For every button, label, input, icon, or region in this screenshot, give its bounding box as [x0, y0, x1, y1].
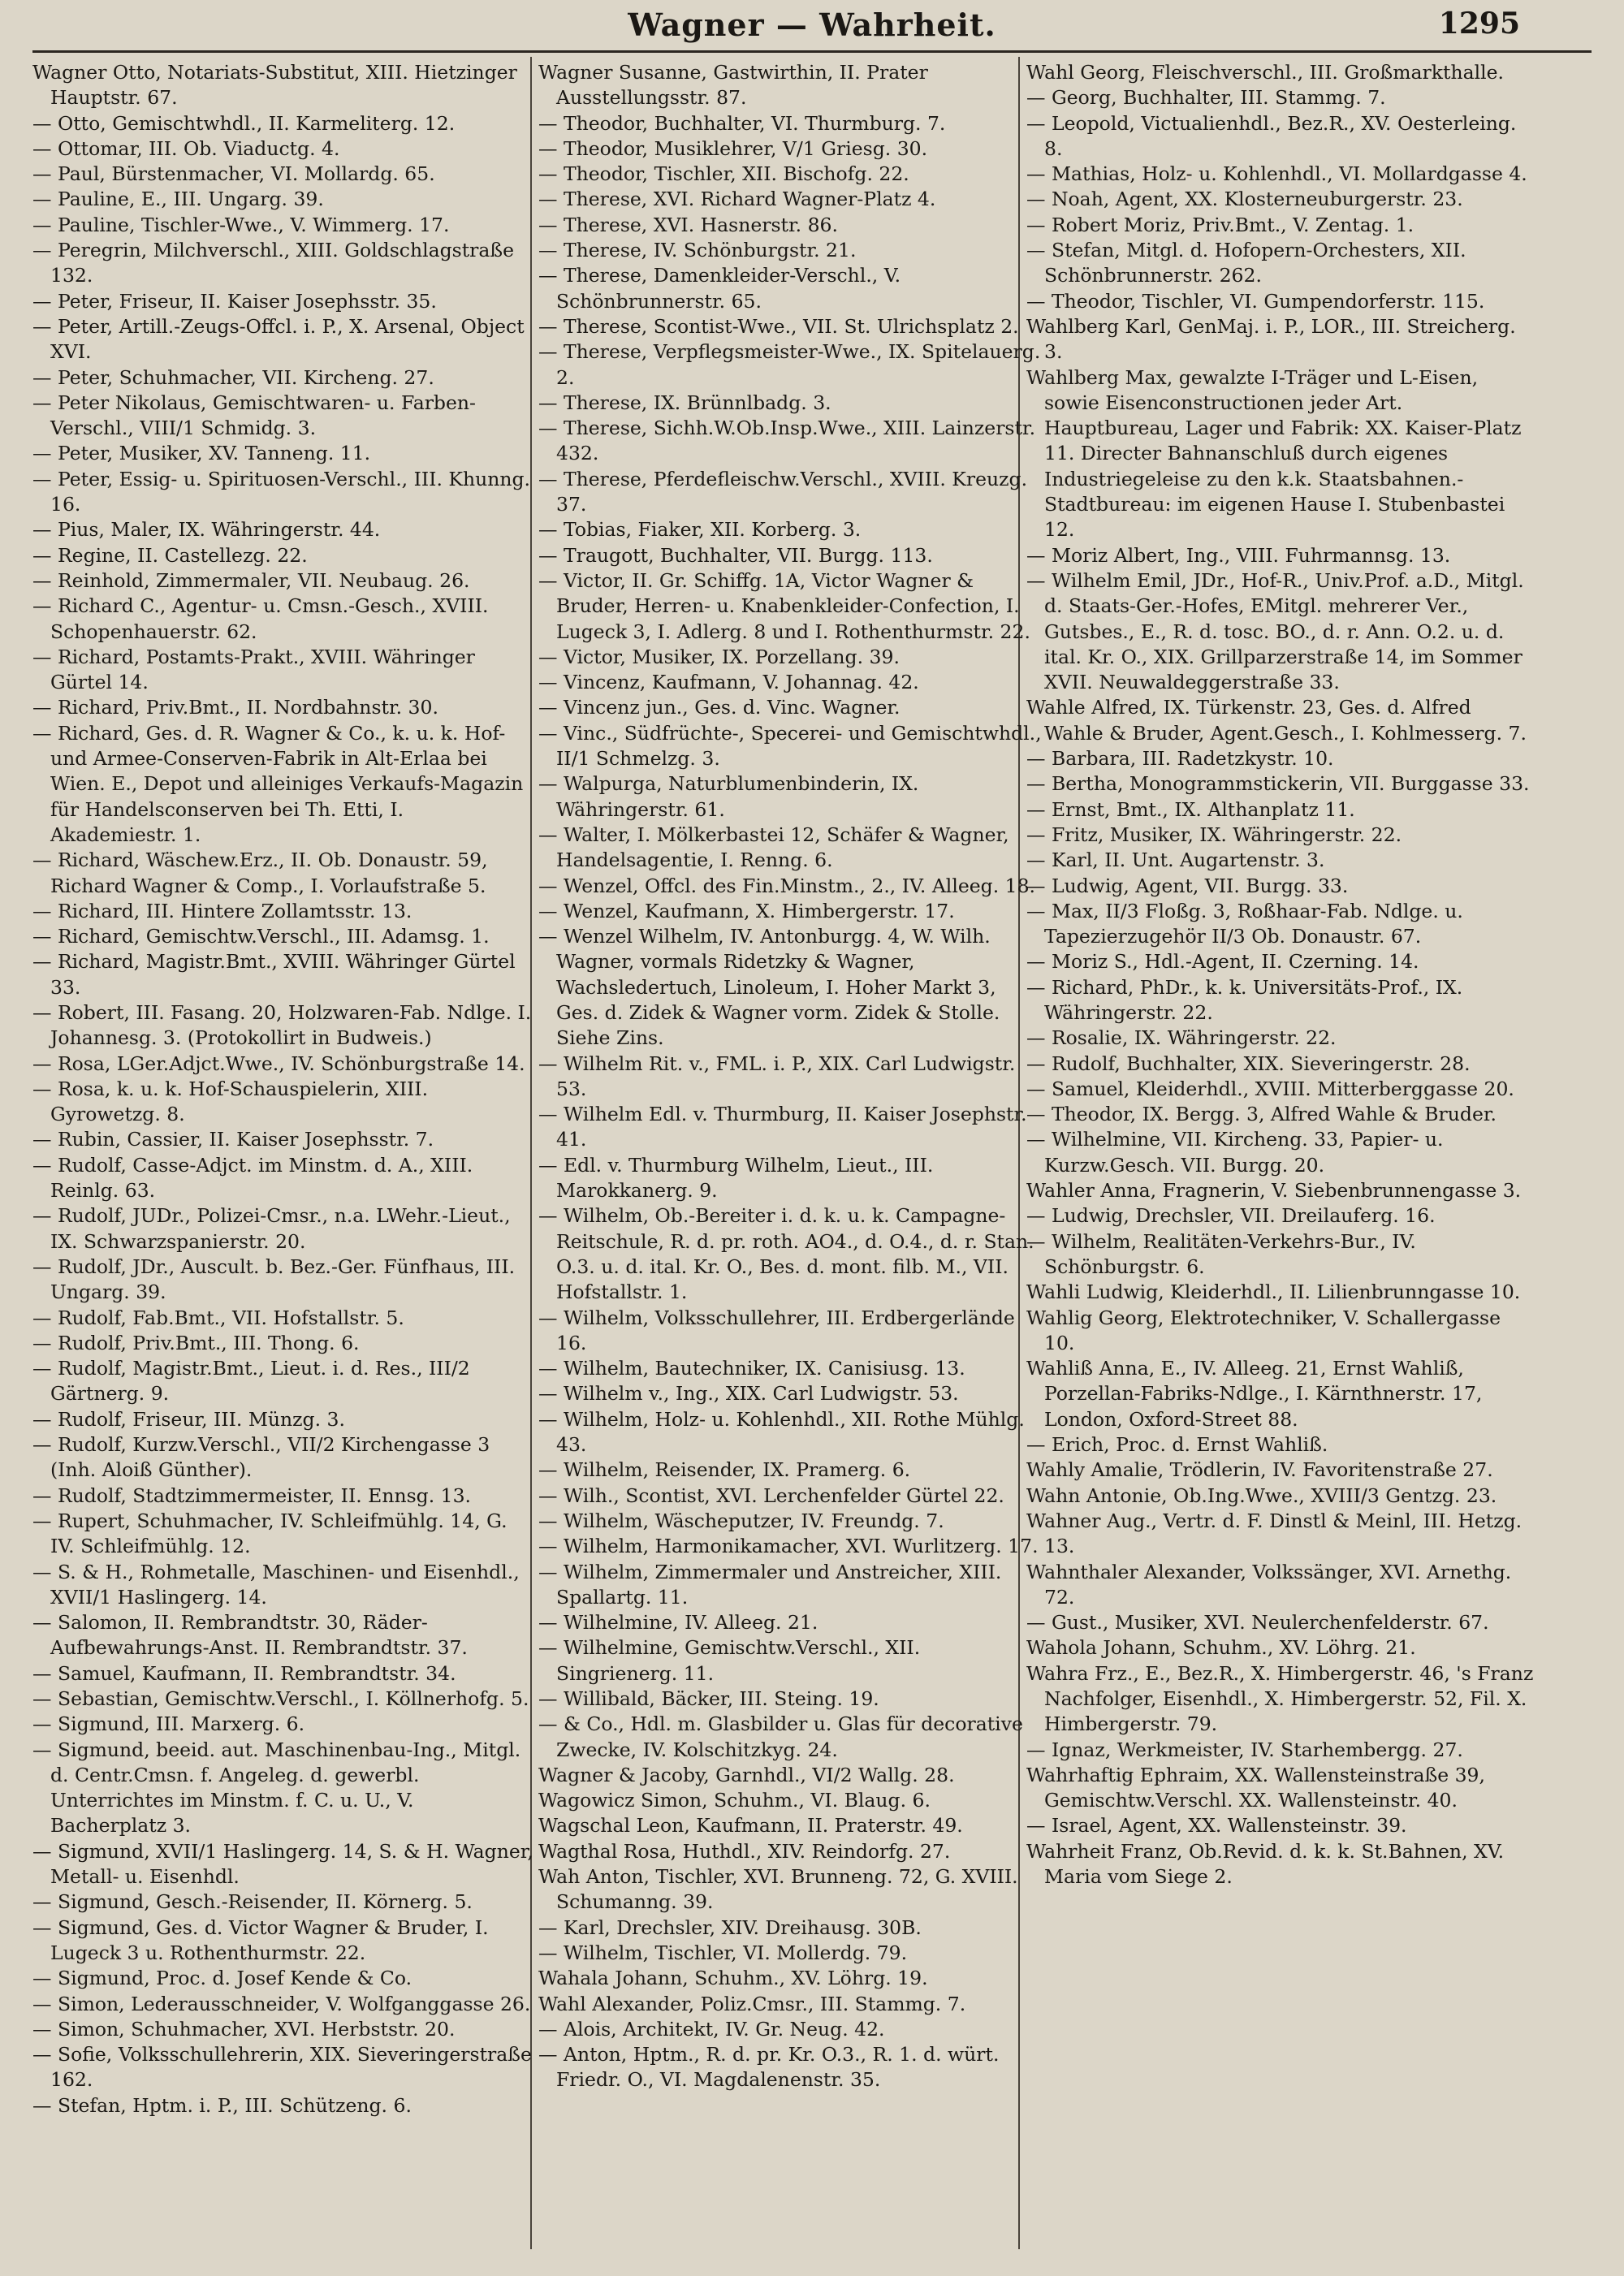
directory-entry: — Therese, Damenkleider-Verschl., V. Schönbrunnerstr. 65.	[538, 264, 901, 313]
directory-entry: — Stefan, Mitgl. d. Hofopern-Orchesters, XII. Schönbrunnerstr. 262.	[1026, 239, 1466, 287]
directory-entry: — Peter, Musiker, XV. Tanneng. 11.	[32, 442, 371, 465]
directory-entry: — Edl. v. Thurmburg Wilhelm, Lieut., III. Marokkanerg. 9.	[538, 1153, 934, 1203]
directory-entry: — Wilhelm, Reisender, IX. Pramerg. 6.	[538, 1458, 911, 1482]
directory-entry: — Wilhelm, Holz- u. Kohlenhdl., XII. Rothe Mühlg. 43.	[538, 1407, 1025, 1457]
directory-entry: — Richard, Postamts-Prakt., XVIII. Währinger Gürtel 14.	[32, 645, 475, 694]
directory-entry: Wagthal Rosa, Huthdl., XIV. Reindorfg. 27.	[538, 1839, 951, 1863]
directory-entry: — Vincenz jun., Ges. d. Vinc. Wagner.	[538, 696, 901, 719]
directory-entry: — Sigmund, III. Marxerg. 6.	[32, 1712, 305, 1736]
directory-entry: Wahlig Georg, Elektrotechniker, V. Schallergasse 10.	[1026, 1306, 1501, 1354]
directory-entry: Wahlberg Max, gewalzte I-Träger und L-Eisen, sowie Eisenconstructionen jeder Art. Hauptbureau, Lager und Fabrik: XX. Kaiser-Platz 11. Directer Bahnanschluß durch eigenes Industriegeleise zu den k.k. Staatsbahnen.-Stadtbureau: im eigenen Hause I. Stubenbastei 12.	[1026, 365, 1522, 542]
directory-entry: — Gust., Musiker, XVI. Neulerchenfelderstr. 67.	[1026, 1611, 1489, 1635]
directory-entry: — Therese, Sichh.W.Ob.Insp.Wwe., XIII. Lainzerstr. 432.	[538, 417, 1036, 465]
directory-entry: — Peter, Schuhmacher, VII. Kircheng. 27.	[32, 365, 434, 389]
directory-entry: — Wenzel, Kaufmann, X. Himbergerstr. 17.	[538, 899, 955, 922]
directory-entry: — Barbara, III. Radetzkystr. 10.	[1026, 747, 1334, 771]
directory-entry: — & Co., Hdl. m. Glasbilder u. Glas für decorative Zwecke, IV. Kolschitzkyg. 24.	[538, 1712, 1023, 1761]
directory-entry: — Wilhelm, Wäscheputzer, IV. Freundg. 7.	[538, 1509, 944, 1532]
directory-entry: — Stefan, Hptm. i. P., III. Schützeng. 6.	[32, 2093, 412, 2117]
directory-entry: — Tobias, Fiaker, XII. Korberg. 3.	[538, 518, 862, 542]
column-1	[32, 60, 536, 2261]
directory-entry: — Theodor, Musiklehrer, V/1 Griesg. 30.	[538, 136, 928, 160]
directory-entry: — Peter, Artill.-Zeugs-Offcl. i. P., X. Arsenal, Object XVI.	[32, 314, 525, 364]
directory-entry: Wahrheit Franz, Ob.Revid. d. k. k. St.Bahnen, XV. Maria vom Siege 2.	[1026, 1839, 1505, 1889]
directory-entry: — Wilhelmine, Gemischtw.Verschl., XII. Singrienerg. 11.	[538, 1636, 921, 1685]
directory-entry: — Richard, Wäschew.Erz., II. Ob. Donaustr. 59, Richard Wagner & Comp., I. Vorlaufstraße 5.	[32, 849, 488, 897]
directory-entry: — Richard, Magistr.Bmt., XVIII. Währinger Gürtel 33.	[32, 950, 516, 999]
directory-entry: — Rubin, Cassier, II. Kaiser Josephsstr. 7.	[32, 1128, 434, 1151]
directory-entry: — Wilh., Scontist, XVI. Lerchenfelder Gürtel 22.	[538, 1484, 1004, 1507]
directory-entry: — Ernst, Bmt., IX. Althanplatz 11.	[1026, 797, 1355, 821]
directory-entry: — Therese, Pferdefleischw.Verschl., XVIII. Kreuzg. 37.	[538, 467, 1028, 516]
directory-entry: — Israel, Agent, XX. Wallensteinstr. 39.	[1026, 1814, 1407, 1838]
directory-entry: — Simon, Lederausschneider, V. Wolfganggasse 26.	[32, 1992, 531, 2015]
directory-entry: Wahly Amalie, Trödlerin, IV. Favoritenstraße 27.	[1026, 1458, 1493, 1482]
directory-entry: — Rudolf, Casse-Adjct. im Minstm. d. A., XIII. Reinlg. 63.	[32, 1153, 473, 1203]
directory-entry: — Wilhelm, Zimmermaler und Anstreicher, XIII. Spallartg. 11.	[538, 1560, 1002, 1609]
directory-entry: — Otto, Gemischtwhdl., II. Karmeliterg. 12.	[32, 111, 456, 135]
directory-entry: — Ludwig, Agent, VII. Burgg. 33.	[1026, 874, 1349, 897]
directory-entry: — Wenzel Wilhelm, IV. Antonburgg. 4, W. Wilh. Wagner, vormals Ridetzky & Wagner, Wachsledertuch, Linoleum, I. Hoher Markt 3, Ges. d. Zidek & Wagner vorm. Zidek & Stolle. Siehe Zins.	[538, 925, 1000, 1050]
directory-entry: — Vinc., Südfrüchte-, Specerei- und Gemischtwhdl., II/1 Schmelzg. 3.	[538, 721, 1042, 771]
directory-entry: — Mathias, Holz- u. Kohlenhdl., VI. Mollardgasse 4.	[1026, 162, 1527, 186]
directory-entry: — Max, II/3 Floßg. 3, Roßhaar-Fab. Ndlge. u. Tapezierzugehör II/3 Ob. Donaustr. 67.	[1026, 899, 1463, 948]
directory-entry: — Sebastian, Gemischtw.Verschl., I. Köllnerhofg. 5.	[32, 1687, 529, 1710]
directory-entry: — Wilhelm v., Ing., XIX. Carl Ludwigstr. 53.	[538, 1382, 959, 1406]
directory-entry: Wahli Ludwig, Kleiderhdl., II. Lilienbrunngasse 10.	[1026, 1281, 1521, 1304]
directory-entry: — Sofie, Volksschullehrerin, XIX. Sieveringerstraße 162.	[32, 2043, 532, 2092]
directory-entry: — Wilhelm, Volksschullehrer, III. Erdbergerlände 16.	[538, 1306, 1015, 1354]
directory-entry: — Erich, Proc. d. Ernst Wahliß.	[1026, 1433, 1328, 1457]
directory-entry: Wahl Alexander, Poliz.Cmsr., III. Stammg. 7.	[538, 1992, 966, 2015]
directory-entry: Wah Anton, Tischler, XVI. Brunneng. 72, G. XVIII. Schumanng. 39.	[538, 1865, 1018, 1914]
directory-entry: — Ignaz, Werkmeister, IV. Starhembergg. 27.	[1026, 1738, 1463, 1761]
directory-entry: — Therese, XVI. Richard Wagner-Platz 4.	[538, 188, 936, 211]
directory-entry: — Anton, Hptm., R. d. pr. Kr. O.3., R. 1. d. würt. Friedr. O., VI. Magdalenenstr. 35.	[538, 2043, 1000, 2092]
directory-entry: — Salomon, II. Rembrandtstr. 30, Räder-Aufbewahrungs-Anst. II. Rembrandtstr. 37.	[32, 1611, 468, 1660]
directory-entry: Wahle Alfred, IX. Türkenstr. 23, Ges. d. Alfred Wahle & Bruder, Agent.Gesch., I. Kohlmesserg. 7.	[1026, 696, 1527, 745]
directory-entry: — Karl, II. Unt. Augartenstr. 3.	[1026, 849, 1325, 872]
directory-entry: — Moriz S., Hdl.-Agent, II. Czerning. 14.	[1026, 950, 1419, 974]
directory-entry: — Rudolf, Friseur, III. Münzg. 3.	[32, 1407, 345, 1431]
directory-entry: Wahala Johann, Schuhm., XV. Löhrg. 19.	[538, 1967, 928, 1990]
directory-entry: — Samuel, Kaufmann, II. Rembrandtstr. 34.	[32, 1661, 456, 1685]
directory-entry: — Wilhelm, Realitäten-Verkehrs-Bur., IV. Schönburgstr. 6.	[1026, 1229, 1416, 1278]
directory-entry: — Rosa, LGer.Adjct.Wwe., IV. Schönburgstraße 14.	[32, 1052, 525, 1075]
directory-entry: — Karl, Drechsler, XIV. Dreihausg. 30B.	[538, 1915, 922, 1939]
directory-entry: Wagner Susanne, Gastwirthin, II. Prater Ausstellungsstr. 87.	[538, 61, 928, 110]
directory-entry: Wahner Aug., Vertr. d. F. Dinstl & Meinl, III. Hetzg. 13.	[1026, 1509, 1522, 1558]
directory-entry: — Fritz, Musiker, IX. Währingerstr. 22.	[1026, 823, 1402, 846]
directory-entry: — Vincenz, Kaufmann, V. Johannag. 42.	[538, 671, 919, 694]
directory-entry: — Georg, Buchhalter, III. Stammg. 7.	[1026, 86, 1386, 110]
directory-entry: — Rudolf, Fab.Bmt., VII. Hofstallstr. 5.	[32, 1306, 404, 1329]
directory-entry: — Robert Moriz, Priv.Bmt., V. Zentag. 1.	[1026, 213, 1415, 236]
directory-entry: — Peregrin, Milchverschl., XIII. Goldschlagstraße 132.	[32, 239, 515, 287]
directory-entry: — Walter, I. Mölkerbastei 12, Schäfer & Wagner, Handelsagentie, I. Renng. 6.	[538, 823, 1009, 872]
directory-entry: — Victor, Musiker, IX. Porzellang. 39.	[538, 645, 900, 668]
directory-entry: — Rosalie, IX. Währingerstr. 22.	[1026, 1026, 1337, 1050]
directory-entry: — Pauline, Tischler-Wwe., V. Wimmerg. 17.	[32, 213, 450, 236]
directory-entry: — Pius, Maler, IX. Währingerstr. 44.	[32, 518, 381, 542]
directory-entry: Wahola Johann, Schuhm., XV. Löhrg. 21.	[1026, 1636, 1416, 1660]
directory-entry: — Wilhelm, Ob.-Bereiter i. d. k. u. k. Campagne-Reitschule, R. d. pr. roth. AO4., d. O.4., d. r. Stan. O.3. u. d. ital. Kr. O., Bes. d. mont. filb. M., VII. Hofstallstr. 1.	[538, 1204, 1034, 1304]
directory-entry: — Therese, IX. Brünnlbadg. 3.	[538, 391, 831, 414]
directory-entry: — Ludwig, Drechsler, VII. Dreilauferg. 16.	[1026, 1204, 1436, 1228]
page-number: 1295	[1438, 6, 1520, 41]
directory-entry: — Richard, III. Hintere Zollamtsstr. 13.	[32, 899, 412, 922]
directory-entry: — Richard, Priv.Bmt., II. Nordbahnstr. 30.	[32, 696, 438, 719]
directory-entry: — Paul, Bürstenmacher, VI. Mollardg. 65.	[32, 162, 435, 186]
directory-entry: Wahra Frz., E., Bez.R., X. Himbergerstr. 46, 's Franz Nachfolger, Eisenhdl., X. Himbergerstr. 52, Fil. X. Himbergerstr. 79.	[1026, 1661, 1534, 1736]
directory-entry: — Victor, II. Gr. Schiffg. 1A, Victor Wagner & Bruder, Herren- u. Knabenkleider-Confection, I. Lugeck 3, I. Adlerg. 8 und I. Rothenthurmstr. 22.	[538, 568, 1030, 643]
directory-entry: — Leopold, Victualienhdl., Bez.R., XV. Oesterleing. 8.	[1026, 111, 1517, 160]
header-rule	[32, 50, 1592, 53]
directory-entry: — Noah, Agent, XX. Klosterneuburgerstr. 23.	[1026, 188, 1463, 211]
directory-entry: — Rudolf, Magistr.Bmt., Lieut. i. d. Res., III/2 Gärtnerg. 9.	[32, 1357, 470, 1406]
directory-entry: — Rosa, k. u. k. Hof-Schauspielerin, XIII. Gyrowetzg. 8.	[32, 1077, 429, 1126]
directory-entry: Wahler Anna, Fragnerin, V. Siebenbrunnengasse 3.	[1026, 1179, 1522, 1203]
directory-entry: — Walpurga, Naturblumenbinderin, IX. Währingerstr. 61.	[538, 772, 919, 821]
directory-entry: — Samuel, Kleiderhdl., XVIII. Mitterberggasse 20.	[1026, 1077, 1514, 1100]
directory-entry: — Robert, III. Fasang. 20, Holzwaren-Fab. Ndlge. I. Johannesg. 3. (Protokollirt in Budweis.)	[32, 1000, 532, 1050]
directory-entry: — Alois, Architekt, IV. Gr. Neug. 42.	[538, 2017, 885, 2041]
directory-entry: Wahn Antonie, Ob.Ing.Wwe., XVIII/3 Gentzg. 23.	[1026, 1484, 1497, 1507]
directory-entry: — Wilhelm Emil, JDr., Hof-R., Univ.Prof. a.D., Mitgl. d. Staats-Ger.-Hofes, EMitgl. mehrerer Ver., Gutsbes., E., R. d. tosc. BO., d. r. Ann. O.2. u. d. ital. Kr. O., XIX. Grillparzerstraße 14, im Sommer XVII. Neuwaldeggerstraße 33.	[1026, 568, 1524, 694]
directory-entry: — Rudolf, Kurzw.Verschl., VII/2 Kirchengasse 3 (Inh. Aloiß Günther).	[32, 1433, 490, 1482]
directory-entry: — Wilhelm, Harmonikamacher, XVI. Wurlitzerg. 17.	[538, 1535, 1039, 1558]
directory-entry: — Theodor, Tischler, VI. Gumpendorferstr. 115.	[1026, 289, 1485, 313]
directory-entry: Wagowicz Simon, Schuhm., VI. Blaug. 6.	[538, 1789, 931, 1812]
directory-entry: — Rudolf, JUDr., Polizei-Cmsr., n.a. LWehr.-Lieut., IX. Schwarzspanierstr. 20.	[32, 1204, 511, 1253]
directory-entry: — Wilhelm Rit. v., FML. i. P., XIX. Carl Ludwigstr. 53.	[538, 1052, 1016, 1100]
running-title: Wagner — Wahrheit.	[628, 6, 996, 43]
directory-entry: Wagner Otto, Notariats-Substitut, XIII. Hietzinger Hauptstr. 67.	[32, 61, 517, 110]
directory-entry: — Rudolf, JDr., Auscult. b. Bez.-Ger. Fünfhaus, III. Ungarg. 39.	[32, 1255, 516, 1304]
directory-entry: — Sigmund, Proc. d. Josef Kende & Co.	[32, 1967, 412, 1990]
directory-entry: — Wilhelm, Tischler, VI. Mollerdg. 79.	[538, 1941, 908, 1964]
directory-entry: — Therese, Verpflegsmeister-Wwe., IX. Spitelauerg. 2.	[538, 340, 1041, 389]
directory-entry: — Peter Nikolaus, Gemischtwaren- u. Farben-Verschl., VIII/1 Schmidg. 3.	[32, 391, 476, 440]
directory-entry: Wahl Georg, Fleischverschl., III. Großmarkthalle.	[1026, 61, 1504, 84]
directory-entry: — Sigmund, Ges. d. Victor Wagner & Bruder, I. Lugeck 3 u. Rothenthurmstr. 22.	[32, 1915, 489, 1964]
directory-entry: — Rudolf, Buchhalter, XIX. Sieveringerstr. 28.	[1026, 1052, 1471, 1075]
directory-entry: — S. & H., Rohmetalle, Maschinen- und Eisenhdl., XVII/1 Haslingerg. 14.	[32, 1560, 520, 1609]
directory-entry: — Wilhelmine, VII. Kircheng. 33, Papier- u. Kurzw.Gesch. VII. Burgg. 20.	[1026, 1128, 1444, 1177]
directory-entry: — Theodor, Tischler, XII. Bischofg. 22.	[538, 162, 909, 186]
directory-entry: Wahrhaftig Ephraim, XX. Wallensteinstraße 39, Gemischtw.Verschl. XX. Wallensteinstr. 40.	[1026, 1763, 1485, 1812]
directory-entry: — Richard, Ges. d. R. Wagner & Co., k. u. k. Hof- und Armee-Conserven-Fabrik in Alt-Erlaa bei Wien. E., Depot und alleiniges Verkaufs-Magazin für Handelsconserven bei Th. Etti, I. Akademiestr. 1.	[32, 721, 524, 846]
directory-entry: — Reinhold, Zimmermaler, VII. Neubaug. 26.	[32, 568, 470, 592]
directory-entry: — Wilhelm, Bautechniker, IX. Canisiusg. 13.	[538, 1357, 965, 1380]
directory-entry: — Simon, Schuhmacher, XVI. Herbststr. 20.	[32, 2017, 456, 2041]
directory-entry: Wagschal Leon, Kaufmann, II. Praterstr. 49.	[538, 1814, 963, 1838]
directory-entry: Wahnthaler Alexander, Volkssänger, XVI. Arnethg. 72.	[1026, 1560, 1512, 1609]
directory-entry: — Theodor, Buchhalter, VI. Thurmburg. 7.	[538, 111, 946, 135]
column-3	[1026, 60, 1535, 2261]
directory-entry: — Pauline, E., III. Ungarg. 39.	[32, 188, 324, 211]
page-header	[0, 0, 1624, 52]
directory-entry: Wagner & Jacoby, Garnhdl., VI/2 Wallg. 28.	[538, 1763, 955, 1786]
directory-entry: — Sigmund, beeid. aut. Maschinenbau-Ing., Mitgl. d. Centr.Cmsn. f. Angeleg. d. gewerbl. Unterrichtes im Minstm. f. C. u. U., V. Bacherplatz 3.	[32, 1738, 521, 1838]
directory-entry: — Sigmund, XVII/1 Haslingerg. 14, S. & H. Wagner, Metall- u. Eisenhdl.	[32, 1839, 533, 1889]
directory-entry: Wahliß Anna, E., IV. Alleeg. 21, Ernst Wahliß, Porzellan-Fabriks-Ndlge., I. Kärnthnerstr. 17, London, Oxford-Street 88.	[1026, 1357, 1483, 1431]
column-2	[538, 60, 1042, 2261]
directory-entry: — Peter, Essig- u. Spirituosen-Verschl., III. Khunng. 16.	[32, 467, 530, 516]
directory-entry: — Rupert, Schuhmacher, IV. Schleifmühlg. 14, G. IV. Schleifmühlg. 12.	[32, 1509, 508, 1558]
directory-entry: — Wenzel, Offcl. des Fin.Minstm., 2., IV. Alleeg. 18.	[538, 874, 1036, 897]
directory-entry: — Peter, Friseur, II. Kaiser Josephsstr. 35.	[32, 289, 437, 313]
directory-entry: — Sigmund, Gesch.-Reisender, II. Körnerg. 5.	[32, 1890, 473, 1914]
directory-entry: — Ottomar, III. Ob. Viaductg. 4.	[32, 136, 340, 160]
directory-entry: — Richard, PhDr., k. k. Universitäts-Prof., IX. Währingerstr. 22.	[1026, 975, 1463, 1024]
directory-entry: — Therese, Scontist-Wwe., VII. St. Ulrichsplatz 2.	[538, 314, 1019, 338]
directory-entry: — Rudolf, Priv.Bmt., III. Thong. 6.	[32, 1331, 360, 1354]
directory-entry: Wahlberg Karl, GenMaj. i. P., LOR., III. Streicherg. 3.	[1026, 314, 1516, 364]
directory-entry: — Richard, Gemischtw.Verschl., III. Adamsg. 1.	[32, 925, 490, 948]
directory-entry: — Moriz Albert, Ing., VIII. Fuhrmannsg. 13.	[1026, 543, 1451, 567]
directory-entry: — Wilhelmine, IV. Alleeg. 21.	[538, 1611, 818, 1635]
directory-entry: — Bertha, Monogrammstickerin, VII. Burggasse 33.	[1026, 772, 1530, 796]
directory-entry: — Traugott, Buchhalter, VII. Burgg. 113.	[538, 543, 933, 567]
directory-entry: — Wilhelm Edl. v. Thurmburg, II. Kaiser Josephstr. 41.	[538, 1103, 1027, 1151]
directory-entry: — Theodor, IX. Bergg. 3, Alfred Wahle & Bruder.	[1026, 1103, 1497, 1126]
directory-entry: — Therese, XVI. Hasnerstr. 86.	[538, 213, 838, 236]
directory-entry: — Willibald, Bäcker, III. Steing. 19.	[538, 1687, 879, 1710]
directory-entry: — Therese, IV. Schönburgstr. 21.	[538, 239, 857, 262]
directory-entry: — Regine, II. Castellezg. 22.	[32, 543, 308, 567]
directory-entry: — Richard C., Agentur- u. Cmsn.-Gesch., XVIII. Schopenhauerstr. 62.	[32, 594, 489, 643]
directory-entry: — Rudolf, Stadtzimmermeister, II. Ennsg. 13.	[32, 1484, 472, 1507]
